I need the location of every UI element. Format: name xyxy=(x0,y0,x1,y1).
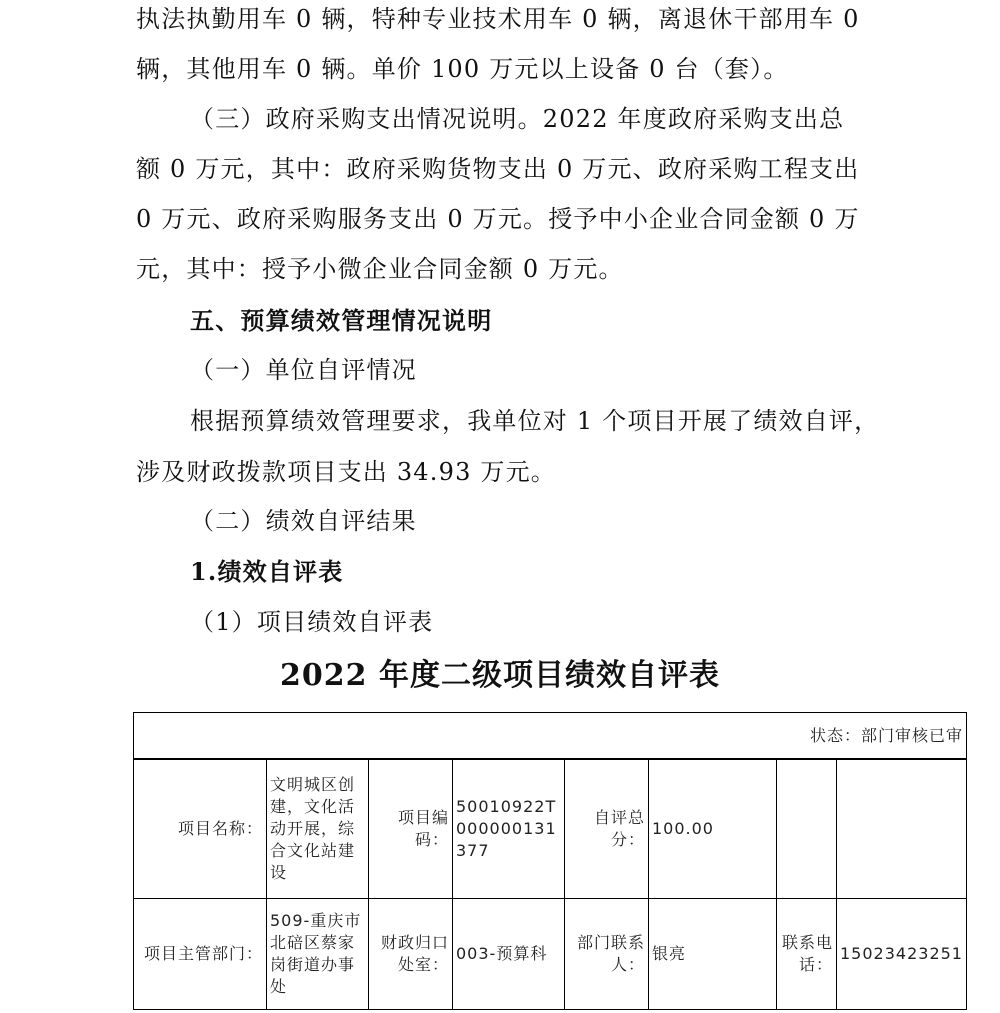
body-line-7: 根据预算绩效管理要求，我单位对 1 个项目开展了绩效自评， xyxy=(190,407,880,435)
project-code-value: 50010922T000000131377 xyxy=(453,759,565,899)
body-line-1: 执法执勤用车 0 辆，特种专业技术用车 0 辆，离退休干部用车 0 xyxy=(136,5,860,33)
subheading-2: （二）绩效自评结果 xyxy=(190,507,417,535)
table-row xyxy=(134,899,967,1010)
body-line-5: 0 万元、政府采购服务支出 0 万元。授予中小企业合同金额 0 万 xyxy=(136,205,860,233)
project-name-label: 项目名称： xyxy=(134,759,267,899)
table-row xyxy=(134,759,967,899)
project-code-label: 项目编码： xyxy=(369,759,453,899)
phone-value: 15023423251 xyxy=(837,899,967,1010)
table-title: 2022 年度二级项目绩效自评表 xyxy=(280,658,720,693)
phone-label: 联系电话： xyxy=(777,899,837,1010)
body-line-8: 涉及财政拨款项目支出 34.93 万元。 xyxy=(136,458,556,486)
dept-label: 项目主管部门： xyxy=(134,899,267,1010)
numbered-heading-1: 1.绩效自评表 xyxy=(190,557,344,586)
subheading-3: （1）项目绩效自评表 xyxy=(190,608,434,636)
extra-label xyxy=(777,759,837,899)
score-value: 100.00 xyxy=(649,759,777,899)
section-heading-5: 五、预算绩效管理情况说明 xyxy=(190,306,493,335)
body-line-6: 元，其中：授予小微企业合同金额 0 万元。 xyxy=(136,255,624,283)
dept-value: 509-重庆市北碚区蔡家岗街道办事处 xyxy=(267,899,369,1010)
body-line-4: 额 0 万元，其中：政府采购货物支出 0 万元、政府采购工程支出 xyxy=(136,155,860,183)
body-line-2: 辆，其他用车 0 辆。单价 100 万元以上设备 0 台（套）。 xyxy=(136,55,789,83)
finance-label: 财政归口处室： xyxy=(369,899,453,1010)
status-cell: 状态：部门审核已审 xyxy=(134,713,967,760)
status-row xyxy=(134,713,967,760)
finance-value: 003-预算科 xyxy=(453,899,565,1010)
performance-evaluation-table xyxy=(133,712,967,1010)
project-name-value: 文明城区创建，文化活动开展，综合文化站建设 xyxy=(267,759,369,899)
extra-value xyxy=(837,759,967,899)
contact-value: 银亮 xyxy=(649,899,777,1010)
score-label: 自评总分： xyxy=(565,759,649,899)
contact-label: 部门联系人： xyxy=(565,899,649,1010)
subheading-1: （一）单位自评情况 xyxy=(190,356,417,384)
body-line-3: （三）政府采购支出情况说明。2022 年度政府采购支出总 xyxy=(190,105,845,133)
